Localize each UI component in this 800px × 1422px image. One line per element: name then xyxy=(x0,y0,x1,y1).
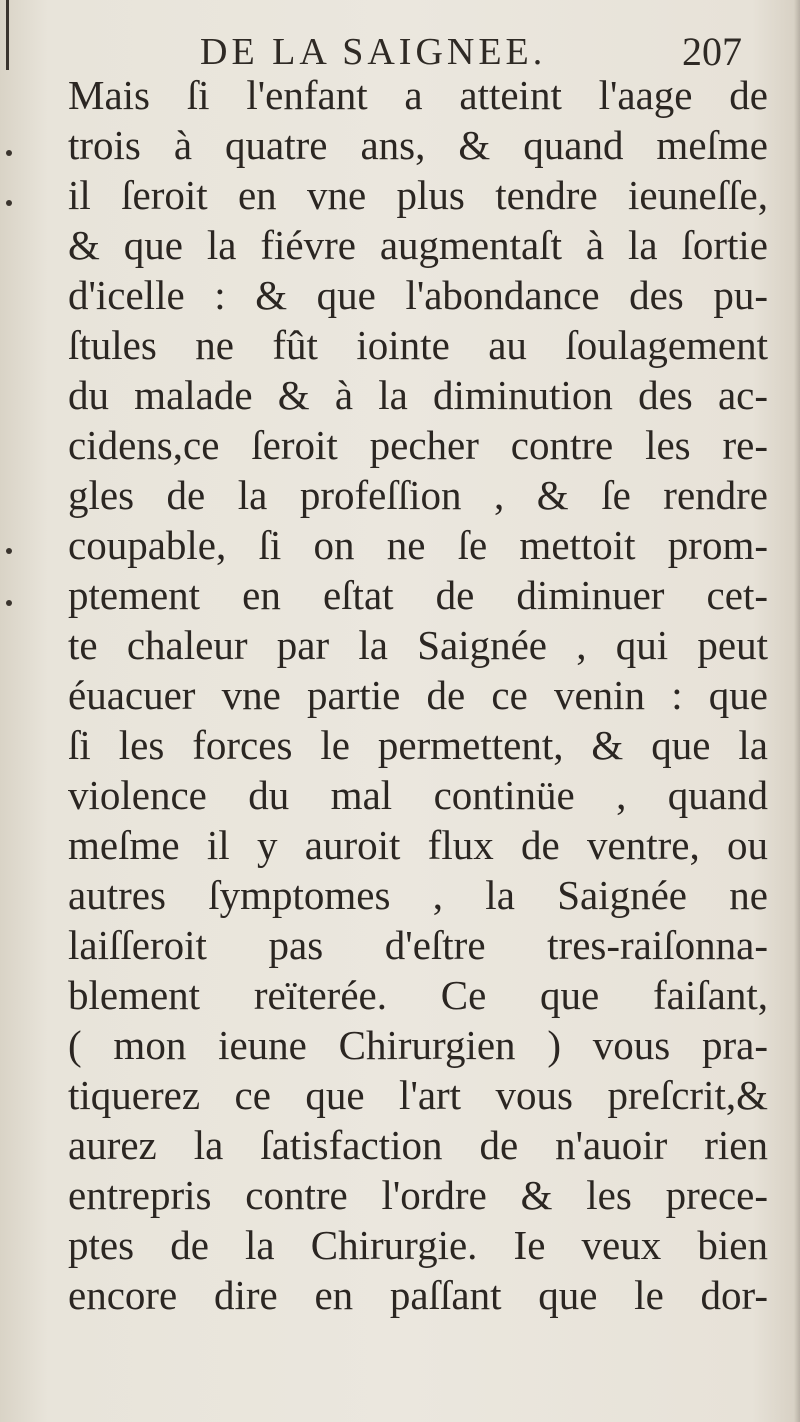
margin-mark xyxy=(6,150,12,156)
text-line: d'icelle : & que l'abondance des pu- xyxy=(68,272,768,318)
text-line: encore dire en paſſant que le dor- xyxy=(68,1272,768,1318)
text-line: entrepris contre l'ordre & les prece- xyxy=(68,1172,768,1218)
page-number: 207 xyxy=(682,29,742,74)
text-line: meſme il y auroit flux de ventre, ou xyxy=(68,822,768,868)
page-edge-shadow xyxy=(794,0,800,1422)
text-line: ptement en eſtat de diminuer cet- xyxy=(68,572,768,618)
text-line: trois à quatre ans, & quand meſme xyxy=(68,122,768,168)
text-line: blement reïterée. Ce que faiſant, xyxy=(68,972,768,1018)
margin-mark xyxy=(6,600,12,606)
margin-mark xyxy=(6,548,12,554)
gutter-line xyxy=(6,0,9,70)
text-line: ſtules ne fût iointe au ſoulagement xyxy=(68,322,768,368)
text-line: gles de la profeſſion , & ſe rendre xyxy=(68,472,768,518)
text-line: du malade & à la diminution des ac- xyxy=(68,372,768,418)
text-line: Mais ſi l'enfant a atteint l'aage de xyxy=(68,72,768,118)
text-line: ptes de la Chirurgie. Ie veux bien xyxy=(68,1222,768,1268)
text-line: ſi les forces le permettent, & que la xyxy=(68,722,768,768)
text-line: tiquerez ce que l'art vous preſcrit,& xyxy=(68,1072,768,1118)
text-line: te chaleur par la Saignée , qui peut xyxy=(68,622,768,668)
text-line: ( mon ieune Chirurgien ) vous pra- xyxy=(68,1022,768,1068)
text-line: & que la fiévre augmentaſt à la ſortie xyxy=(68,222,768,268)
text-line: cidens,ce ſeroit pecher contre les re- xyxy=(68,422,768,468)
text-line: il ſeroit en vne plus tendre ieuneſſe, xyxy=(68,172,768,218)
margin-mark xyxy=(6,200,12,206)
running-head: DE LA SAIGNEE. xyxy=(200,31,547,73)
text-line: éuacuer vne partie de ce venin : que xyxy=(68,672,768,718)
text-line: laiſſeroit pas d'eſtre tres-raiſonna- xyxy=(68,922,768,968)
text-line: violence du mal continüe , quand xyxy=(68,772,768,818)
text-line: aurez la ſatisfaction de n'auoir rien xyxy=(68,1122,768,1168)
text-line: autres ſymptomes , la Saignée ne xyxy=(68,872,768,918)
text-line: coupable, ſi on ne ſe mettoit prom- xyxy=(68,522,768,568)
body-text xyxy=(68,70,768,1320)
